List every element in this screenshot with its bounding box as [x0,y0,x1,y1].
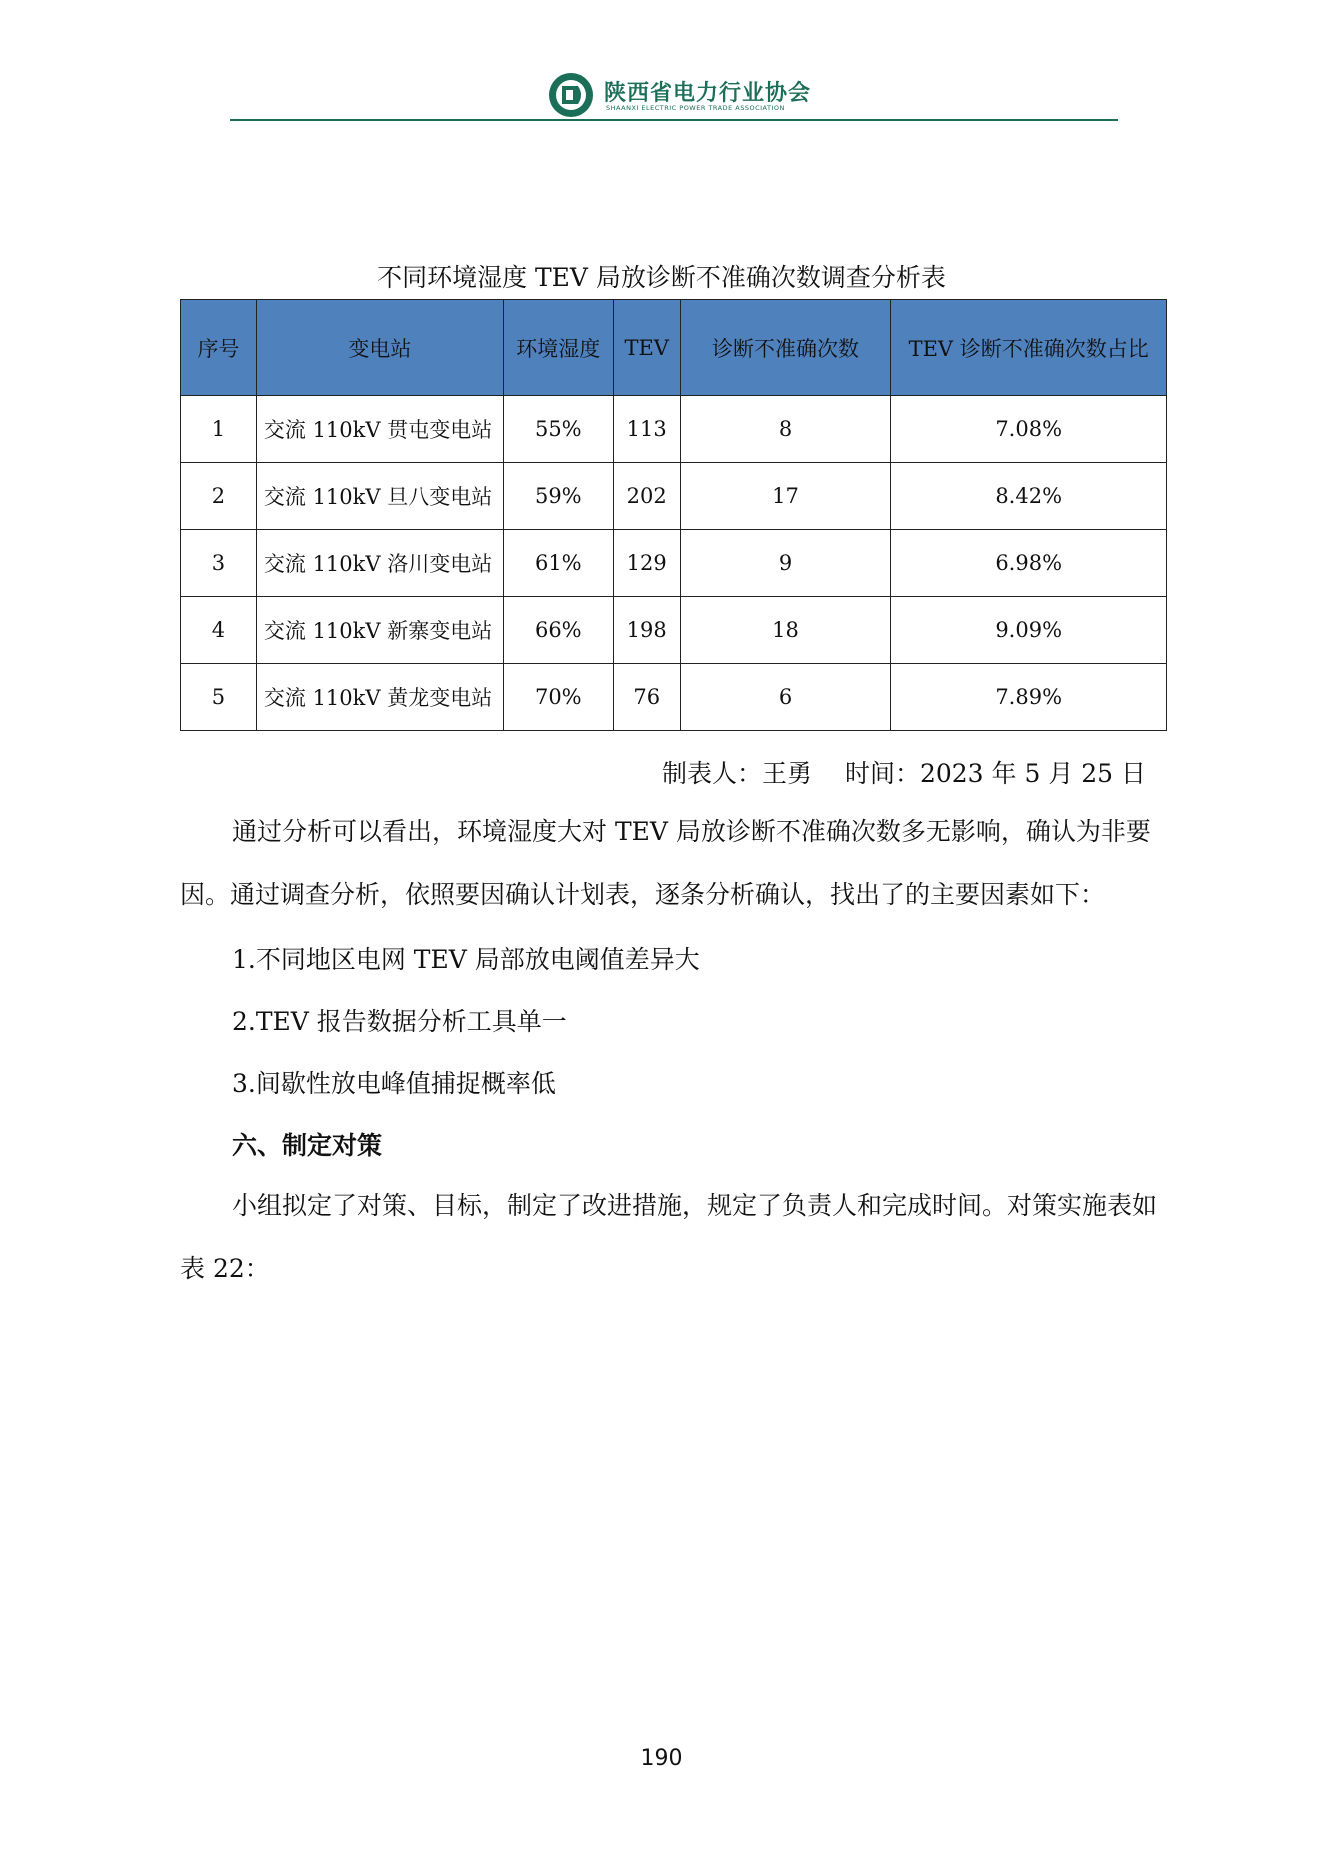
column-header: 环境湿度 [503,300,613,396]
cell-tev: 76 [613,664,680,731]
association-name: 陕西省电力行业协会 [604,81,812,106]
column-header: TEV 诊断不准确次数占比 [891,300,1167,396]
humidity-analysis-table [180,299,1167,731]
cell-index: 1 [181,396,257,463]
factor-item: 3.间歇性放电峰值捕捉概率低 [232,1069,556,1098]
cell-station: 交流 110kV 新寨变电站 [256,597,503,664]
cell-humidity: 70% [503,664,613,731]
cell-index: 5 [181,664,257,731]
table-maker-note: 制表人：王勇 时间：2023 年 5 月 25 日 [662,759,1147,788]
association-name-english: SHAANXI ELECTRIC POWER TRADE ASSOCIATION [606,104,785,112]
analysis-paragraph [180,800,1168,926]
cell-inaccurate-count: 17 [680,463,891,530]
cell-ratio: 7.08% [891,396,1167,463]
cell-ratio: 6.98% [891,530,1167,597]
cell-inaccurate-count: 18 [680,597,891,664]
cell-humidity: 66% [503,597,613,664]
column-header: 变电站 [256,300,503,396]
cell-index: 3 [181,530,257,597]
countermeasure-paragraph-text: 小组拟定了对策、目标，制定了改进措施，规定了负责人和完成时间。对策实施表如表 22： [180,1191,1158,1283]
table-row [181,396,1167,463]
column-header: TEV [613,300,680,396]
header-divider [230,119,1118,121]
table-row [181,597,1167,664]
cell-humidity: 59% [503,463,613,530]
factor-item: 2.TEV 报告数据分析工具单一 [232,1007,567,1036]
cell-station: 交流 110kV 黄龙变电站 [256,664,503,731]
countermeasure-paragraph [180,1174,1168,1300]
page-number: 190 [640,1746,683,1771]
cell-station: 交流 110kV 贯屯变电站 [256,396,503,463]
cell-tev: 202 [613,463,680,530]
cell-inaccurate-count: 9 [680,530,891,597]
cell-tev: 198 [613,597,680,664]
section-heading: 六、制定对策 [232,1131,383,1160]
column-header: 诊断不准确次数 [680,300,891,396]
cell-station: 交流 110kV 旦八变电站 [256,463,503,530]
page-header [0,66,1323,126]
cell-ratio: 9.09% [891,597,1167,664]
association-logo-icon [548,72,594,118]
table-row [181,463,1167,530]
cell-inaccurate-count: 8 [680,396,891,463]
table-header-row [181,300,1167,396]
cell-humidity: 55% [503,396,613,463]
cell-inaccurate-count: 6 [680,664,891,731]
cell-humidity: 61% [503,530,613,597]
cell-station: 交流 110kV 洛川变电站 [256,530,503,597]
cell-ratio: 7.89% [891,664,1167,731]
cell-index: 4 [181,597,257,664]
cell-tev: 113 [613,396,680,463]
cell-index: 2 [181,463,257,530]
cell-ratio: 8.42% [891,463,1167,530]
table-row [181,664,1167,731]
table-row [181,530,1167,597]
table-title: 不同环境湿度 TEV 局放诊断不准确次数调查分析表 [377,263,946,292]
column-header: 序号 [181,300,257,396]
factor-item: 1.不同地区电网 TEV 局部放电阈值差异大 [232,945,700,974]
cell-tev: 129 [613,530,680,597]
analysis-paragraph-text: 通过分析可以看出，环境湿度大对 TEV 局放诊断不准确次数多无影响，确认为非要因。通过调查分析，依照要因确认计划表，逐条分析确认，找出了的主要因素如下： [180,817,1151,909]
